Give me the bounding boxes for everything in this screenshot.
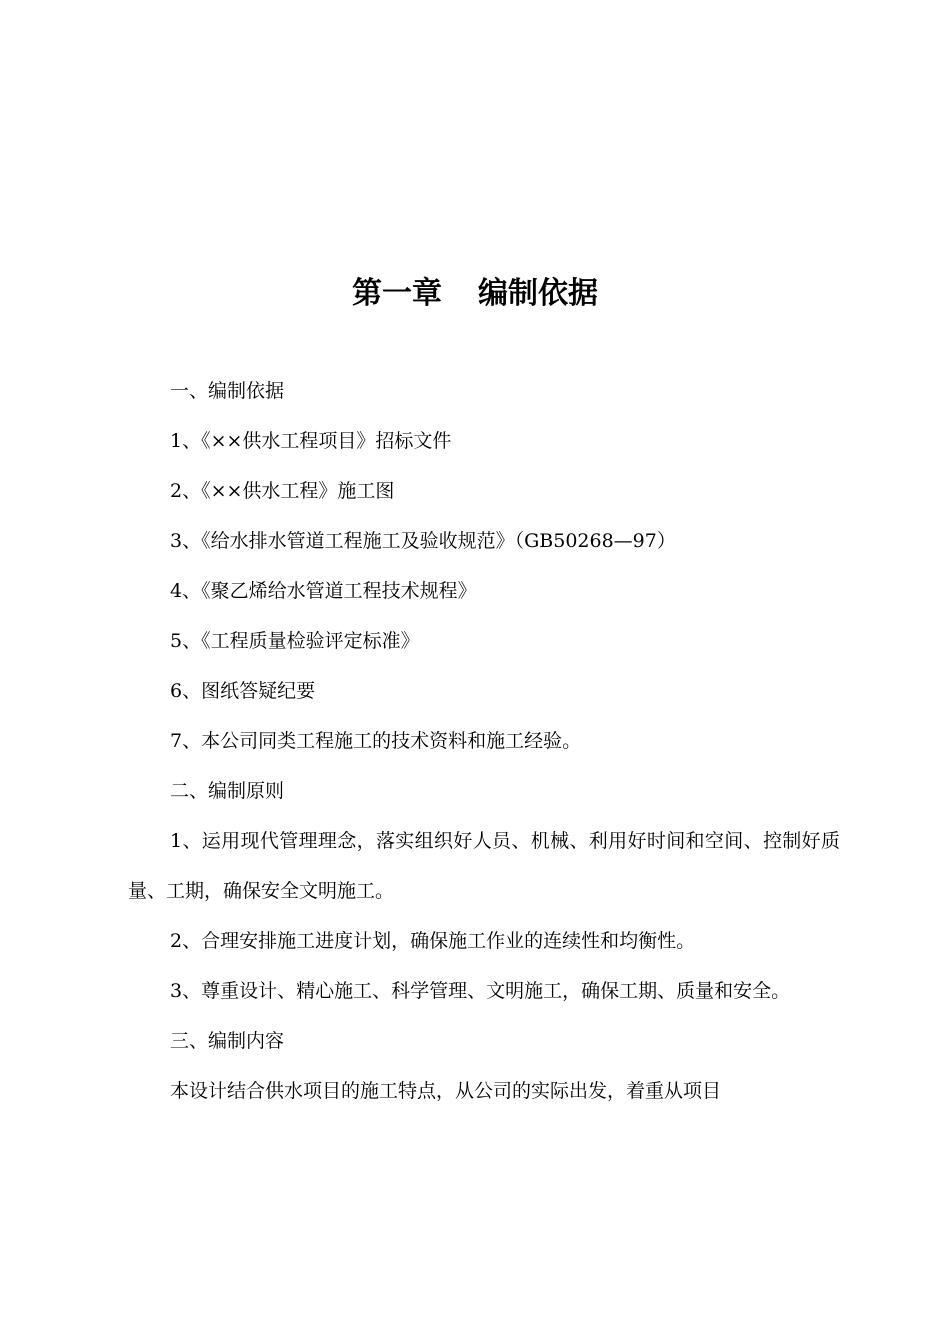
list-item: 6、图纸答疑纪要: [170, 680, 316, 702]
list-item: 3、尊重设计、精心施工、科学管理、文明施工，确保工期、质量和安全。: [170, 980, 791, 1002]
document-body: [128, 366, 840, 1116]
body-paragraph: 本设计结合供水项目的施工特点，从公司的实际出发，着重从项目: [170, 1080, 722, 1102]
chapter-heading: [0, 272, 950, 316]
list-item: 7、本公司同类工程施工的技术资料和施工经验。: [170, 730, 582, 752]
section-heading-basis: 一、编制依据: [170, 380, 285, 402]
list-item: 2、合理安排施工进度计划，确保施工作业的连续性和均衡性。: [170, 930, 696, 952]
list-item: 1、《××供水工程项目》招标文件: [170, 430, 452, 452]
section-heading-principles: 二、编制原则: [170, 780, 285, 802]
section-heading-content: 三、编制内容: [170, 1030, 285, 1052]
list-item: 5、《工程质量检验评定标准》: [170, 630, 420, 652]
chapter-label: 第一章: [352, 276, 442, 311]
list-item: 1、运用现代管理理念，落实组织好人员、机械、利用好时间和空间、控制好质量、工期，确保安全文明施工。: [128, 830, 840, 902]
list-item: 3、《给水排水管道工程施工及验收规范》（GB50268—97）: [170, 530, 676, 552]
list-item: 2、《××供水工程》施工图: [170, 480, 395, 502]
list-item: 4、《聚乙烯给水管道工程技术规程》: [170, 580, 477, 602]
chapter-title: 编制依据: [478, 276, 598, 311]
